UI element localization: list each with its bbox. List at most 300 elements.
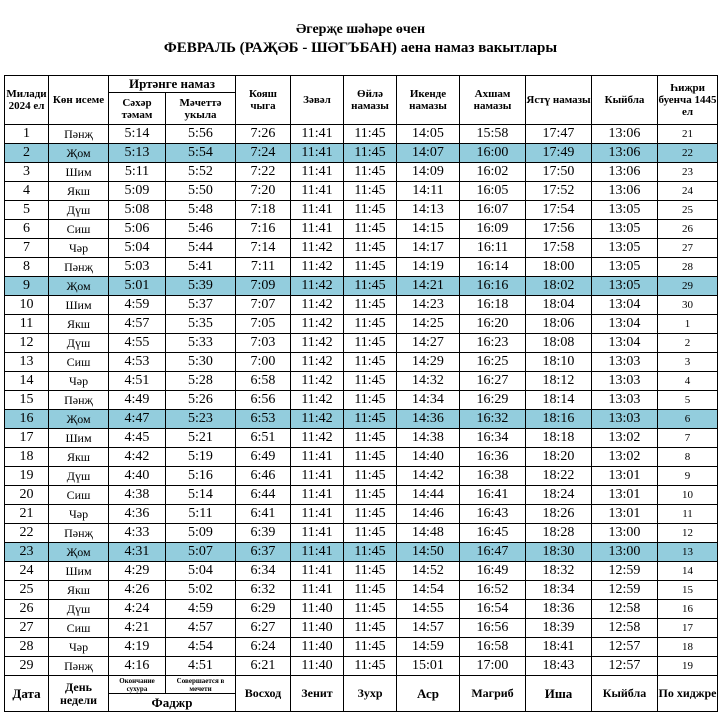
row-mosque-fajr: 5:56	[166, 125, 236, 144]
row-maghrib: 16:05	[460, 182, 526, 201]
row-suhur-end: 4:36	[109, 505, 166, 524]
row-suhur-end: 5:14	[109, 125, 166, 144]
row-mosque-fajr: 5:46	[166, 220, 236, 239]
row-zenith: 11:41	[291, 524, 344, 543]
row-qibla: 13:06	[592, 163, 658, 182]
row-dhuhr: 11:45	[344, 258, 397, 277]
row-suhur-end: 4:26	[109, 581, 166, 600]
table-row	[5, 524, 718, 543]
table-row	[5, 296, 718, 315]
row-day-name: Сиш	[49, 220, 109, 239]
month-title: ФЕВРАЛЬ (РАҖӘБ - ШӘГЪБАН) аена намаз вакытлары	[163, 40, 558, 56]
table-row	[5, 448, 718, 467]
row-day-name: Пәнҗ	[49, 125, 109, 144]
row-asr: 14:19	[397, 258, 460, 277]
row-asr: 14:38	[397, 429, 460, 448]
header-dhuhr: Өйлә намазы	[344, 76, 397, 125]
row-suhur-end: 5:13	[109, 144, 166, 163]
row-maghrib: 16:58	[460, 638, 526, 657]
row-maghrib: 16:54	[460, 600, 526, 619]
row-suhur-end: 4:51	[109, 372, 166, 391]
row-isha: 18:30	[526, 543, 592, 562]
table-row	[5, 144, 718, 163]
row-day-name: Якш	[49, 182, 109, 201]
row-suhur-end: 5:03	[109, 258, 166, 277]
row-date: 18	[5, 448, 49, 467]
row-isha: 18:34	[526, 581, 592, 600]
city-title: Әгерҗе шәһәре өчен	[295, 22, 426, 37]
table-row	[5, 657, 718, 676]
row-date: 13	[5, 353, 49, 372]
row-maghrib: 16:09	[460, 220, 526, 239]
row-sunrise: 6:32	[236, 581, 291, 600]
row-dhuhr: 11:45	[344, 467, 397, 486]
row-qibla: 13:05	[592, 239, 658, 258]
row-asr: 14:54	[397, 581, 460, 600]
row-zenith: 11:41	[291, 467, 344, 486]
row-isha: 18:36	[526, 600, 592, 619]
footer-qibla: Кыйбла	[592, 676, 658, 712]
row-zenith: 11:40	[291, 657, 344, 676]
row-day-name: Шим	[49, 296, 109, 315]
row-suhur-end: 5:04	[109, 239, 166, 258]
row-mosque-fajr: 5:50	[166, 182, 236, 201]
row-qibla: 13:05	[592, 258, 658, 277]
row-isha: 17:52	[526, 182, 592, 201]
row-sunrise: 7:26	[236, 125, 291, 144]
row-qibla: 12:57	[592, 638, 658, 657]
row-maghrib: 16:14	[460, 258, 526, 277]
row-hijri: 19	[658, 657, 718, 676]
row-sunrise: 6:51	[236, 429, 291, 448]
row-isha: 18:00	[526, 258, 592, 277]
row-qibla: 12:58	[592, 619, 658, 638]
row-asr: 14:34	[397, 391, 460, 410]
row-suhur-end: 5:11	[109, 163, 166, 182]
row-zenith: 11:40	[291, 638, 344, 657]
row-sunrise: 7:07	[236, 296, 291, 315]
row-maghrib: 16:02	[460, 163, 526, 182]
row-dhuhr: 11:45	[344, 315, 397, 334]
row-hijri: 15	[658, 581, 718, 600]
row-day-name: Пәнҗ	[49, 657, 109, 676]
row-hijri: 11	[658, 505, 718, 524]
table-row	[5, 353, 718, 372]
row-mosque-fajr: 4:54	[166, 638, 236, 657]
row-dhuhr: 11:45	[344, 486, 397, 505]
row-qibla: 13:06	[592, 182, 658, 201]
row-suhur-end: 5:06	[109, 220, 166, 239]
row-maghrib: 16:32	[460, 410, 526, 429]
row-hijri: 28	[658, 258, 718, 277]
row-qibla: 13:04	[592, 296, 658, 315]
row-day-name: Чәр	[49, 638, 109, 657]
row-maghrib: 16:41	[460, 486, 526, 505]
row-day-name: Чәр	[49, 239, 109, 258]
row-day-name: Пәнҗ	[49, 524, 109, 543]
row-isha: 18:18	[526, 429, 592, 448]
table-row	[5, 125, 718, 144]
row-dhuhr: 11:45	[344, 163, 397, 182]
footer-fajr: Фаджр	[109, 694, 236, 712]
row-hijri: 7	[658, 429, 718, 448]
row-dhuhr: 11:45	[344, 600, 397, 619]
row-maghrib: 16:52	[460, 581, 526, 600]
row-qibla: 12:57	[592, 657, 658, 676]
row-isha: 18:08	[526, 334, 592, 353]
row-hijri: 23	[658, 163, 718, 182]
row-maghrib: 16:38	[460, 467, 526, 486]
row-dhuhr: 11:45	[344, 410, 397, 429]
row-mosque-fajr: 5:28	[166, 372, 236, 391]
row-sunrise: 6:39	[236, 524, 291, 543]
row-day-name: Сиш	[49, 619, 109, 638]
row-isha: 17:58	[526, 239, 592, 258]
row-day-name: Якш	[49, 581, 109, 600]
row-sunrise: 7:22	[236, 163, 291, 182]
row-isha: 18:26	[526, 505, 592, 524]
row-dhuhr: 11:45	[344, 448, 397, 467]
row-zenith: 11:42	[291, 372, 344, 391]
row-maghrib: 16:36	[460, 448, 526, 467]
row-date: 9	[5, 277, 49, 296]
row-maghrib: 16:47	[460, 543, 526, 562]
row-mosque-fajr: 5:14	[166, 486, 236, 505]
row-mosque-fajr: 5:54	[166, 144, 236, 163]
row-isha: 18:43	[526, 657, 592, 676]
row-zenith: 11:42	[291, 277, 344, 296]
row-mosque-fajr: 5:41	[166, 258, 236, 277]
row-qibla: 13:03	[592, 372, 658, 391]
row-dhuhr: 11:45	[344, 144, 397, 163]
row-day-name: Шим	[49, 429, 109, 448]
row-asr: 14:46	[397, 505, 460, 524]
row-asr: 14:59	[397, 638, 460, 657]
row-zenith: 11:42	[291, 410, 344, 429]
row-suhur-end: 4:21	[109, 619, 166, 638]
row-mosque-fajr: 5:48	[166, 201, 236, 220]
table-body	[5, 125, 718, 676]
row-zenith: 11:41	[291, 581, 344, 600]
row-mosque-fajr: 5:30	[166, 353, 236, 372]
row-suhur-end: 4:40	[109, 467, 166, 486]
row-asr: 14:57	[397, 619, 460, 638]
row-dhuhr: 11:45	[344, 125, 397, 144]
row-maghrib: 16:45	[460, 524, 526, 543]
row-zenith: 11:41	[291, 220, 344, 239]
row-qibla: 13:05	[592, 277, 658, 296]
table-row	[5, 372, 718, 391]
table-row	[5, 467, 718, 486]
row-suhur-end: 5:08	[109, 201, 166, 220]
row-sunrise: 7:16	[236, 220, 291, 239]
table-row	[5, 182, 718, 201]
row-sunrise: 6:56	[236, 391, 291, 410]
row-asr: 14:09	[397, 163, 460, 182]
row-hijri: 29	[658, 277, 718, 296]
row-mosque-fajr: 5:19	[166, 448, 236, 467]
row-isha: 17:47	[526, 125, 592, 144]
row-maghrib: 16:56	[460, 619, 526, 638]
row-zenith: 11:40	[291, 600, 344, 619]
row-mosque-fajr: 5:52	[166, 163, 236, 182]
table-row	[5, 486, 718, 505]
row-mosque-fajr: 5:35	[166, 315, 236, 334]
row-dhuhr: 11:45	[344, 201, 397, 220]
row-sunrise: 6:58	[236, 372, 291, 391]
footer-zenith: Зенит	[291, 676, 344, 712]
row-sunrise: 6:53	[236, 410, 291, 429]
row-hijri: 18	[658, 638, 718, 657]
row-mosque-fajr: 5:21	[166, 429, 236, 448]
row-qibla: 13:05	[592, 201, 658, 220]
row-mosque-fajr: 5:44	[166, 239, 236, 258]
row-date: 19	[5, 467, 49, 486]
row-suhur-end: 4:38	[109, 486, 166, 505]
row-hijri: 17	[658, 619, 718, 638]
row-dhuhr: 11:45	[344, 353, 397, 372]
header-maghrib: Ахшам намазы	[460, 76, 526, 125]
row-mosque-fajr: 5:09	[166, 524, 236, 543]
table-row	[5, 201, 718, 220]
row-day-name: Җом	[49, 277, 109, 296]
row-mosque-fajr: 5:04	[166, 562, 236, 581]
header-hijri: Һиҗри буенча 1445 ел	[658, 76, 718, 125]
row-dhuhr: 11:45	[344, 524, 397, 543]
row-day-name: Якш	[49, 315, 109, 334]
table-row	[5, 315, 718, 334]
row-hijri: 22	[658, 144, 718, 163]
row-suhur-end: 4:29	[109, 562, 166, 581]
row-zenith: 11:42	[291, 258, 344, 277]
row-dhuhr: 11:45	[344, 562, 397, 581]
row-date: 6	[5, 220, 49, 239]
row-sunrise: 7:20	[236, 182, 291, 201]
row-isha: 17:56	[526, 220, 592, 239]
row-date: 7	[5, 239, 49, 258]
row-zenith: 11:41	[291, 486, 344, 505]
row-isha: 18:24	[526, 486, 592, 505]
row-sunrise: 6:34	[236, 562, 291, 581]
row-asr: 14:13	[397, 201, 460, 220]
row-dhuhr: 11:45	[344, 543, 397, 562]
row-date: 27	[5, 619, 49, 638]
row-asr: 14:52	[397, 562, 460, 581]
header-qibla: Кыйбла	[592, 76, 658, 125]
row-hijri: 9	[658, 467, 718, 486]
row-dhuhr: 11:45	[344, 239, 397, 258]
footer-date: Дата	[5, 676, 49, 712]
table-row	[5, 334, 718, 353]
row-date: 14	[5, 372, 49, 391]
row-isha: 18:14	[526, 391, 592, 410]
row-isha: 18:32	[526, 562, 592, 581]
row-sunrise: 6:44	[236, 486, 291, 505]
row-maghrib: 16:00	[460, 144, 526, 163]
row-date: 11	[5, 315, 49, 334]
row-asr: 14:36	[397, 410, 460, 429]
row-date: 3	[5, 163, 49, 182]
table-row	[5, 277, 718, 296]
header-isha: Ястү намазы	[526, 76, 592, 125]
row-zenith: 11:41	[291, 144, 344, 163]
row-date: 1	[5, 125, 49, 144]
row-mosque-fajr: 4:57	[166, 619, 236, 638]
table-row	[5, 220, 718, 239]
row-suhur-end: 4:45	[109, 429, 166, 448]
row-qibla: 12:59	[592, 581, 658, 600]
row-maghrib: 16:27	[460, 372, 526, 391]
footer-weekday: День недели	[49, 676, 109, 712]
row-date: 22	[5, 524, 49, 543]
row-maghrib: 17:00	[460, 657, 526, 676]
row-asr: 14:48	[397, 524, 460, 543]
row-date: 21	[5, 505, 49, 524]
row-mosque-fajr: 5:11	[166, 505, 236, 524]
row-date: 5	[5, 201, 49, 220]
row-maghrib: 16:34	[460, 429, 526, 448]
row-asr: 14:40	[397, 448, 460, 467]
row-date: 12	[5, 334, 49, 353]
row-zenith: 11:42	[291, 239, 344, 258]
row-suhur-end: 5:01	[109, 277, 166, 296]
row-isha: 17:50	[526, 163, 592, 182]
row-day-name: Дүш	[49, 334, 109, 353]
row-suhur-end: 4:16	[109, 657, 166, 676]
row-dhuhr: 11:45	[344, 429, 397, 448]
row-qibla: 13:06	[592, 144, 658, 163]
row-sunrise: 7:03	[236, 334, 291, 353]
row-qibla: 13:04	[592, 315, 658, 334]
row-dhuhr: 11:45	[344, 372, 397, 391]
row-sunrise: 6:49	[236, 448, 291, 467]
row-sunrise: 7:18	[236, 201, 291, 220]
row-day-name: Җом	[49, 410, 109, 429]
row-suhur-end: 4:31	[109, 543, 166, 562]
row-sunrise: 7:14	[236, 239, 291, 258]
row-day-name: Җом	[49, 543, 109, 562]
row-dhuhr: 11:45	[344, 334, 397, 353]
row-qibla: 13:01	[592, 467, 658, 486]
row-date: 20	[5, 486, 49, 505]
row-asr: 14:05	[397, 125, 460, 144]
footer-isha: Иша	[526, 676, 592, 712]
row-maghrib: 16:43	[460, 505, 526, 524]
row-mosque-fajr: 5:39	[166, 277, 236, 296]
row-suhur-end: 5:09	[109, 182, 166, 201]
row-mosque-fajr: 4:51	[166, 657, 236, 676]
row-sunrise: 7:00	[236, 353, 291, 372]
row-hijri: 13	[658, 543, 718, 562]
row-hijri: 5	[658, 391, 718, 410]
row-zenith: 11:41	[291, 543, 344, 562]
row-zenith: 11:41	[291, 163, 344, 182]
header-milady: Милади 2024 ел	[5, 76, 49, 125]
row-isha: 18:02	[526, 277, 592, 296]
row-asr: 14:21	[397, 277, 460, 296]
row-isha: 17:54	[526, 201, 592, 220]
row-maghrib: 16:18	[460, 296, 526, 315]
row-dhuhr: 11:45	[344, 220, 397, 239]
row-day-name: Сиш	[49, 353, 109, 372]
row-qibla: 13:01	[592, 505, 658, 524]
row-isha: 17:49	[526, 144, 592, 163]
header-mosque-time: Мәчеттә укыла	[166, 93, 236, 125]
row-zenith: 11:40	[291, 619, 344, 638]
row-hijri: 25	[658, 201, 718, 220]
footer-asr: Аср	[397, 676, 460, 712]
row-hijri: 16	[658, 600, 718, 619]
row-isha: 18:28	[526, 524, 592, 543]
row-date: 24	[5, 562, 49, 581]
row-asr: 14:27	[397, 334, 460, 353]
row-dhuhr: 11:45	[344, 619, 397, 638]
row-qibla: 12:58	[592, 600, 658, 619]
row-maghrib: 16:16	[460, 277, 526, 296]
header-suhur-end: Сәхәр тәмам	[109, 93, 166, 125]
row-day-name: Пәнҗ	[49, 258, 109, 277]
row-day-name: Сиш	[49, 486, 109, 505]
row-maghrib: 16:20	[460, 315, 526, 334]
table-row	[5, 391, 718, 410]
row-asr: 14:25	[397, 315, 460, 334]
row-qibla: 13:00	[592, 543, 658, 562]
row-qibla: 13:03	[592, 353, 658, 372]
row-suhur-end: 4:47	[109, 410, 166, 429]
row-suhur-end: 4:53	[109, 353, 166, 372]
row-suhur-end: 4:33	[109, 524, 166, 543]
row-zenith: 11:42	[291, 334, 344, 353]
row-day-name: Шим	[49, 163, 109, 182]
row-zenith: 11:41	[291, 182, 344, 201]
row-hijri: 24	[658, 182, 718, 201]
row-date: 2	[5, 144, 49, 163]
row-suhur-end: 4:19	[109, 638, 166, 657]
footer-mosque: Совершается в мечети	[166, 676, 236, 694]
row-qibla: 13:02	[592, 448, 658, 467]
row-isha: 18:39	[526, 619, 592, 638]
row-hijri: 3	[658, 353, 718, 372]
header-zenith: Зәвәл	[291, 76, 344, 125]
row-asr: 14:29	[397, 353, 460, 372]
row-date: 23	[5, 543, 49, 562]
row-dhuhr: 11:45	[344, 277, 397, 296]
row-asr: 14:50	[397, 543, 460, 562]
row-zenith: 11:41	[291, 562, 344, 581]
row-mosque-fajr: 5:23	[166, 410, 236, 429]
row-dhuhr: 11:45	[344, 581, 397, 600]
row-isha: 18:16	[526, 410, 592, 429]
row-asr: 14:55	[397, 600, 460, 619]
table-row	[5, 239, 718, 258]
row-mosque-fajr: 4:59	[166, 600, 236, 619]
row-suhur-end: 4:59	[109, 296, 166, 315]
header-sunrise: Кояш чыга	[236, 76, 291, 125]
row-qibla: 12:59	[592, 562, 658, 581]
row-sunrise: 6:24	[236, 638, 291, 657]
row-day-name: Дүш	[49, 467, 109, 486]
row-date: 8	[5, 258, 49, 277]
row-mosque-fajr: 5:16	[166, 467, 236, 486]
row-asr: 14:23	[397, 296, 460, 315]
table-row	[5, 410, 718, 429]
header-day-name: Көн исеме	[49, 76, 109, 125]
row-mosque-fajr: 5:07	[166, 543, 236, 562]
row-qibla: 13:06	[592, 125, 658, 144]
table-row	[5, 505, 718, 524]
table-row	[5, 429, 718, 448]
row-day-name: Шим	[49, 562, 109, 581]
